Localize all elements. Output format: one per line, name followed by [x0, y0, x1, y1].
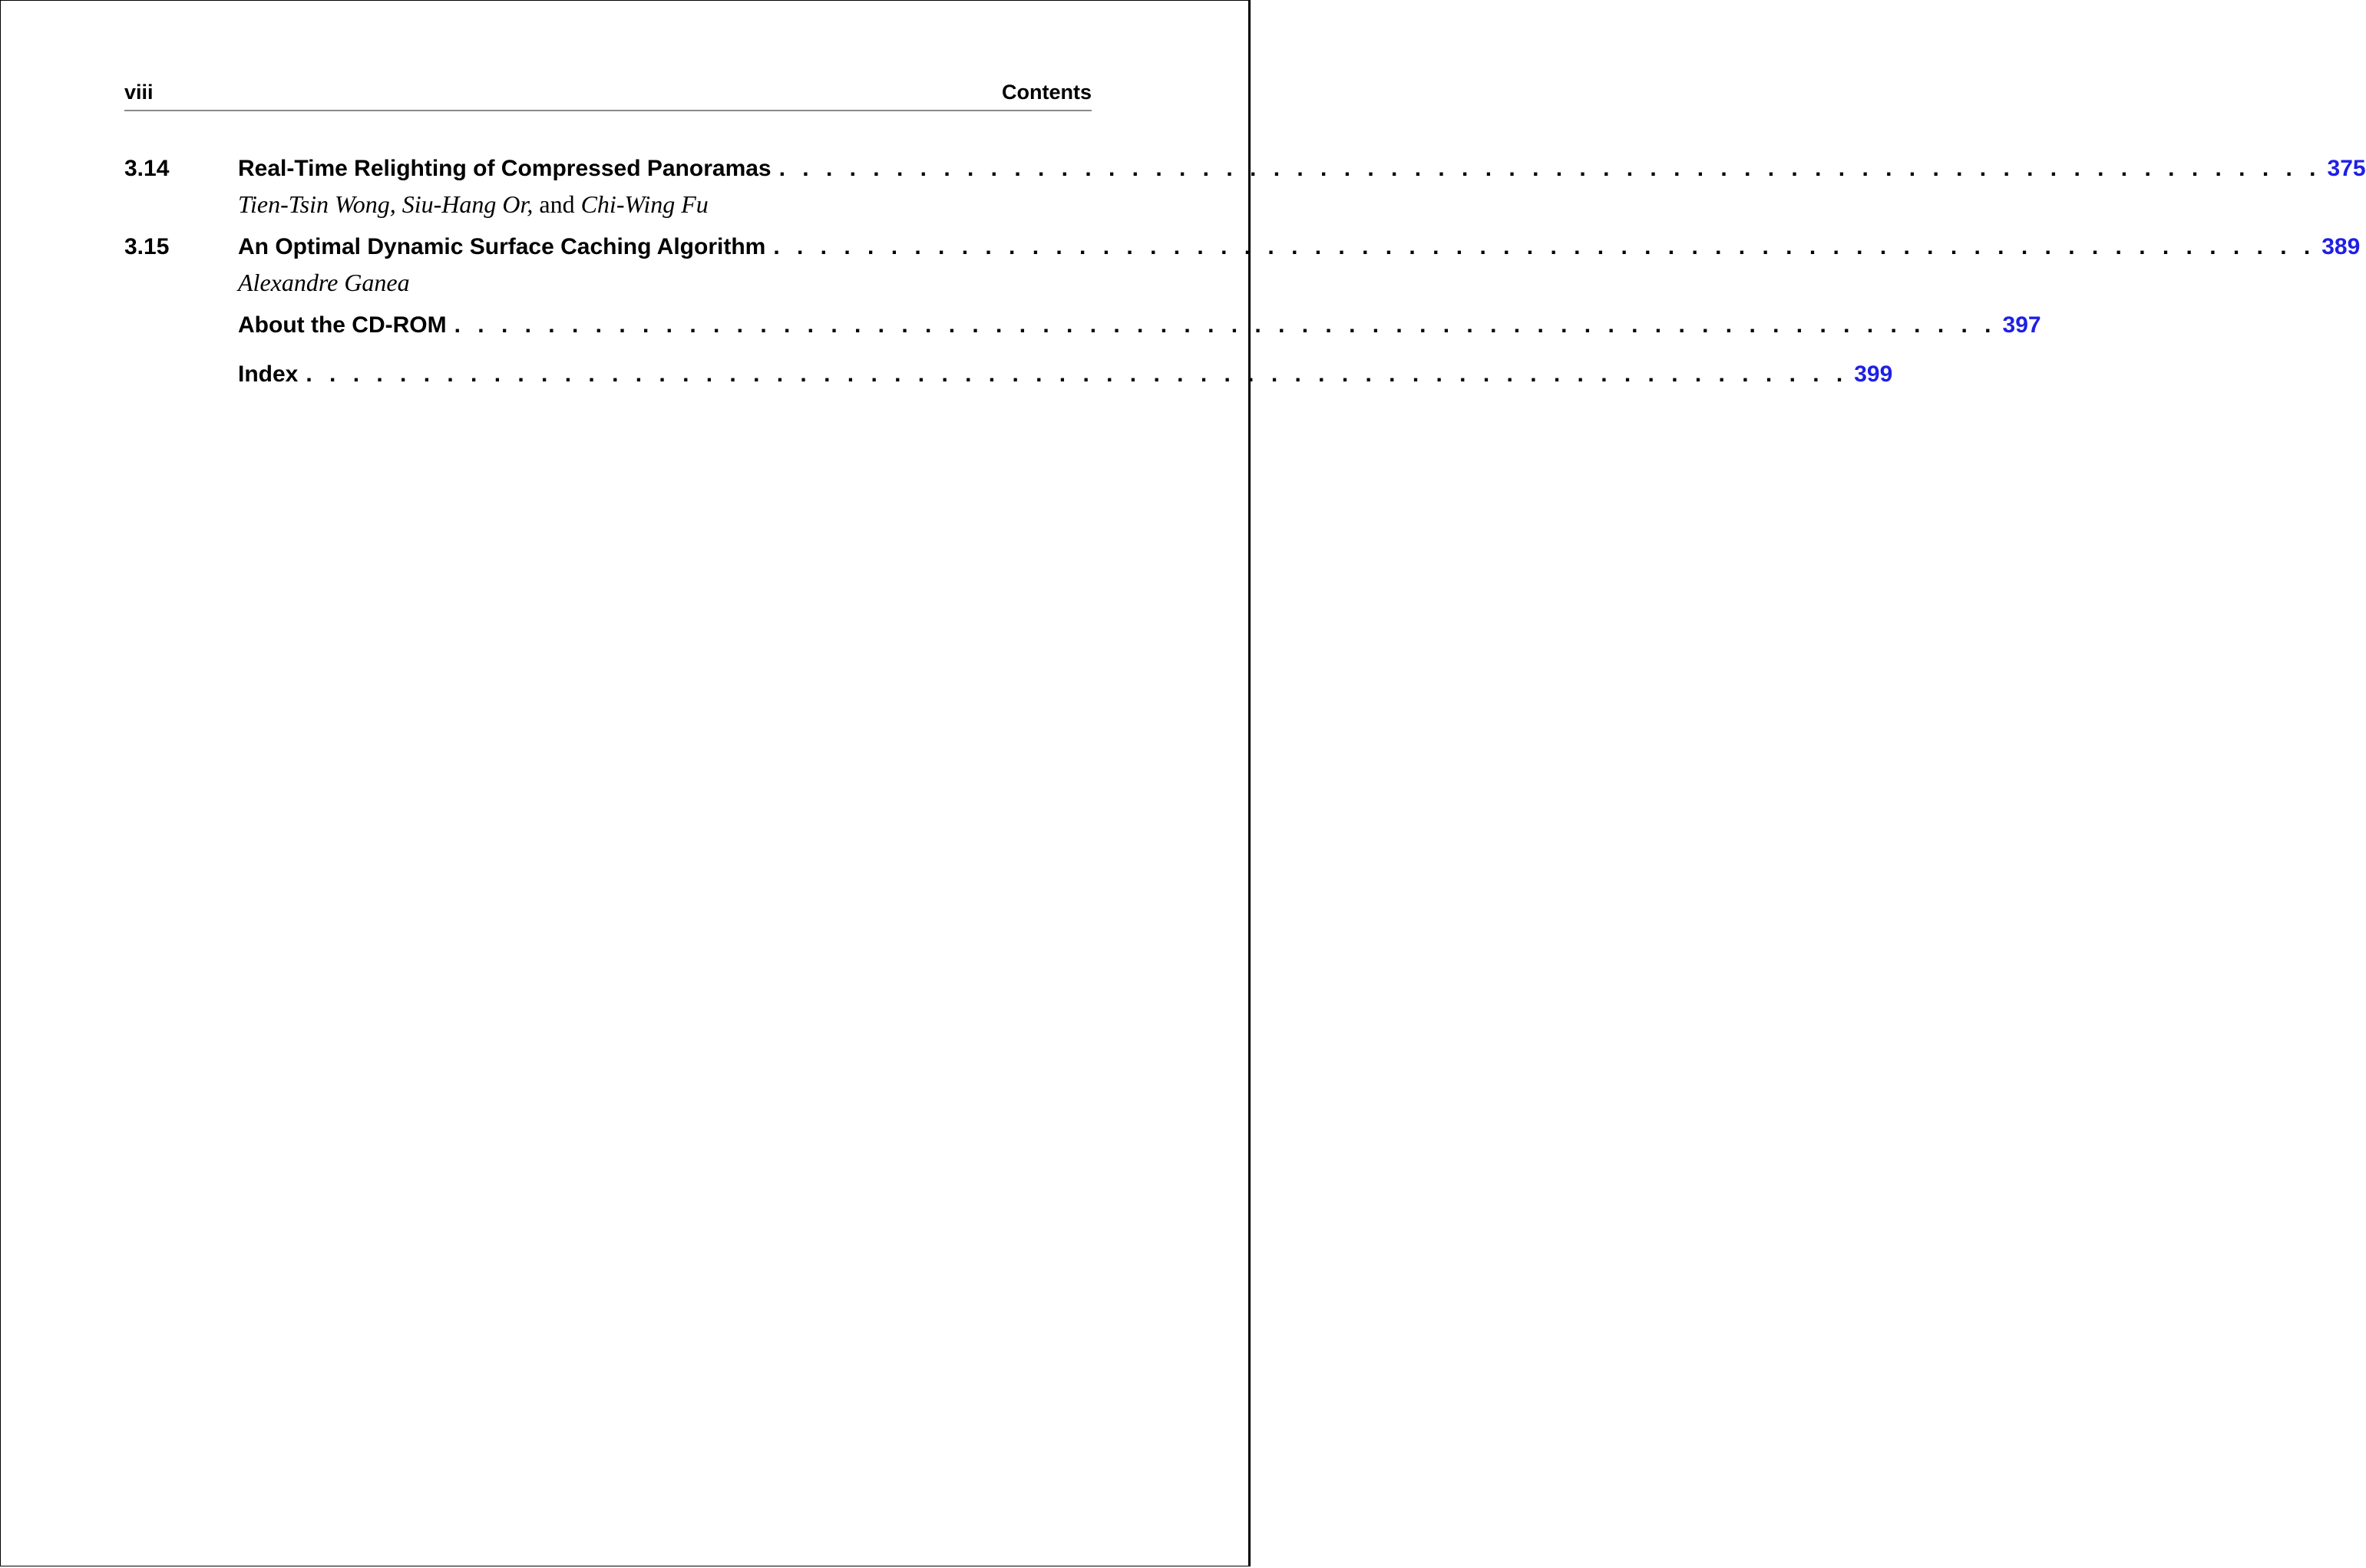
toc-title-row [238, 308, 2041, 343]
toc-entry-title: About the CD-ROM [238, 312, 447, 338]
page-folio: viii [124, 81, 154, 104]
toc-entry-line [124, 229, 2361, 265]
running-head [124, 78, 1092, 111]
dot-leader: . . . . . . . . . . . . . . . . . . . . . . . . . . . . . . . . . . . . . . . . . . . . . . . . . . . . . . . . . . . . . . . . . . [306, 361, 1849, 387]
toc-page-link[interactable]: 399 [1854, 361, 1893, 387]
toc-title-row [238, 229, 2361, 265]
toc-entry-about-cd-rom[interactable] [124, 308, 2041, 343]
toc-entry-line [124, 357, 1893, 392]
toc-entry-line [124, 151, 2366, 187]
toc-entry-title: Index [238, 361, 299, 387]
dot-leader: . . . . . . . . . . . . . . . . . . . . . . . . . . . . . . . . . . . . . . . . . . . . . . . . . . . . . . . . . . . . . . . . . . [454, 312, 1997, 338]
table-of-contents [124, 151, 2366, 392]
toc-entry-authors [238, 187, 1092, 222]
toc-entry-number: 3.15 [124, 234, 170, 259]
dot-leader: . . . . . . . . . . . . . . . . . . . . . . . . . . . . . . . . . . . . . . . . . . . . . . . . . . . . . . . . . . . . . . . . . . [773, 234, 2316, 259]
toc-entry-line [124, 308, 2041, 343]
toc-entry-title: Real-Time Relighting of Compressed Panoramas [238, 156, 772, 181]
toc-entry-3-14[interactable] [124, 151, 2366, 222]
toc-entry-3-15[interactable] [124, 229, 2361, 300]
author-conjunction: and [539, 190, 575, 218]
toc-page-link[interactable]: 375 [2327, 156, 2366, 181]
toc-page-link[interactable]: 389 [2321, 234, 2361, 259]
toc-title-row [238, 151, 2366, 187]
toc-entry-index[interactable] [124, 357, 1893, 392]
running-head-section-title: Contents [1002, 81, 1092, 104]
toc-entry-title: An Optimal Dynamic Surface Caching Algorithm [238, 234, 766, 259]
author-name: Tien-Tsin Wong, [238, 190, 396, 218]
toc-page-link[interactable]: 397 [2002, 312, 2041, 338]
toc-entry-authors [238, 265, 1092, 300]
author-name: Alexandre Ganea [238, 269, 410, 296]
author-name: Chi-Wing Fu [580, 190, 709, 218]
dot-leader: . . . . . . . . . . . . . . . . . . . . . . . . . . . . . . . . . . . . . . . . . . . . . . . . . . . . . . . . . . . . . . . . . . [778, 156, 2321, 181]
toc-entry-number: 3.14 [124, 156, 170, 181]
author-name: Siu-Hang Or, [401, 190, 534, 218]
toc-title-row [238, 357, 1893, 392]
